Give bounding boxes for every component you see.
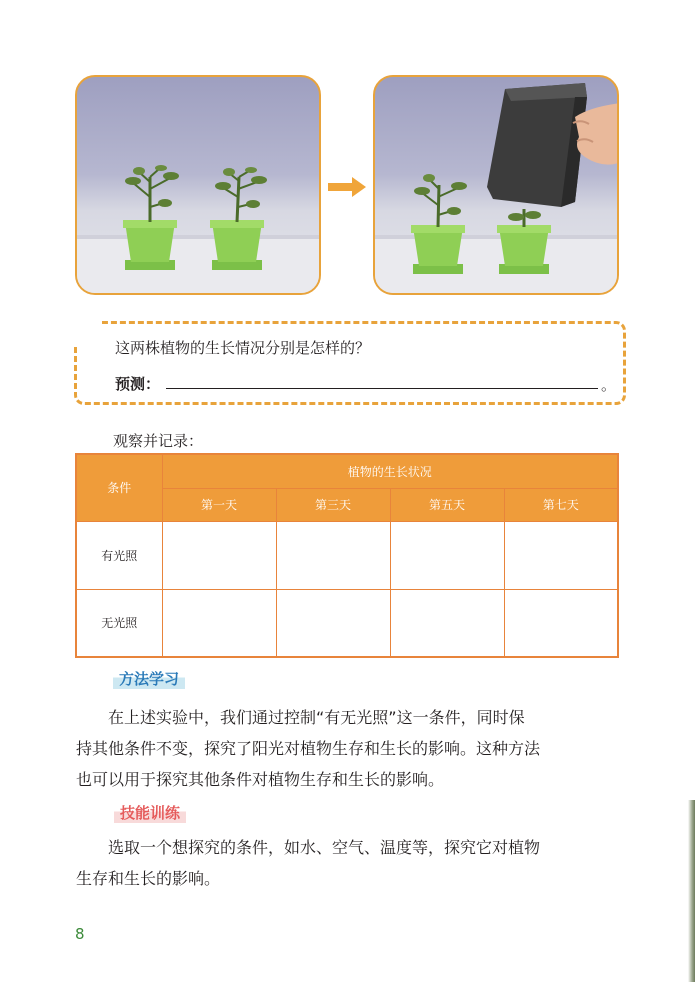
day-header: 第五天 — [390, 488, 504, 521]
record-label: 观察并记录： — [113, 432, 204, 450]
prediction-question: 这两株植物的生长情况分别是怎样的？ — [115, 339, 371, 357]
record-cell[interactable] — [276, 589, 390, 657]
row-label-light: 有光照 — [76, 521, 162, 589]
record-cell[interactable] — [162, 521, 276, 589]
plant-right-photo2 — [497, 209, 551, 274]
skill-paragraph — [76, 832, 622, 894]
growth-header: 植物的生长状况 — [162, 454, 618, 488]
skill-section-title: 技能训练 — [114, 802, 186, 823]
skill-line: 生存和生长的影响。 — [76, 869, 221, 888]
record-cell[interactable] — [162, 589, 276, 657]
page-edge-shadow — [688, 800, 695, 982]
row-label-no-light: 无光照 — [76, 589, 162, 657]
record-cell[interactable] — [504, 521, 618, 589]
prediction-label: 预测： — [115, 375, 161, 393]
method-line: 持其他条件不变，探究了阳光对植物生存和生长的影响。这种方法 — [76, 739, 541, 758]
photo-two-plants — [75, 75, 321, 295]
skill-line: 选取一个想探究的条件，如水、空气、温度等，探究它对植物 — [108, 838, 541, 857]
day-header: 第三天 — [276, 488, 390, 521]
method-line: 也可以用于探究其他条件对植物生存和生长的影响。 — [76, 770, 445, 789]
prediction-blank-line[interactable] — [166, 388, 598, 389]
day-header: 第七天 — [504, 488, 618, 521]
table-row — [76, 521, 618, 589]
table-row — [76, 589, 618, 657]
record-cell[interactable] — [276, 521, 390, 589]
record-cell[interactable] — [390, 589, 504, 657]
black-cover-box — [487, 83, 587, 207]
day-header: 第一天 — [162, 488, 276, 521]
observation-table — [75, 453, 619, 658]
prediction-end-mark: 。 — [601, 376, 617, 394]
method-line: 在上述实验中，我们通过控制“有无光照”这一条件，同时保 — [108, 708, 525, 727]
condition-header: 条件 — [76, 454, 162, 521]
record-cell[interactable] — [504, 589, 618, 657]
method-section-title: 方法学习 — [113, 668, 185, 689]
photo-plant-covered — [373, 75, 619, 295]
page-number: 8 — [75, 925, 85, 943]
prediction-box-notch — [74, 321, 102, 345]
method-paragraph — [76, 702, 622, 795]
record-cell[interactable] — [390, 521, 504, 589]
right-arrow-icon — [328, 176, 368, 198]
